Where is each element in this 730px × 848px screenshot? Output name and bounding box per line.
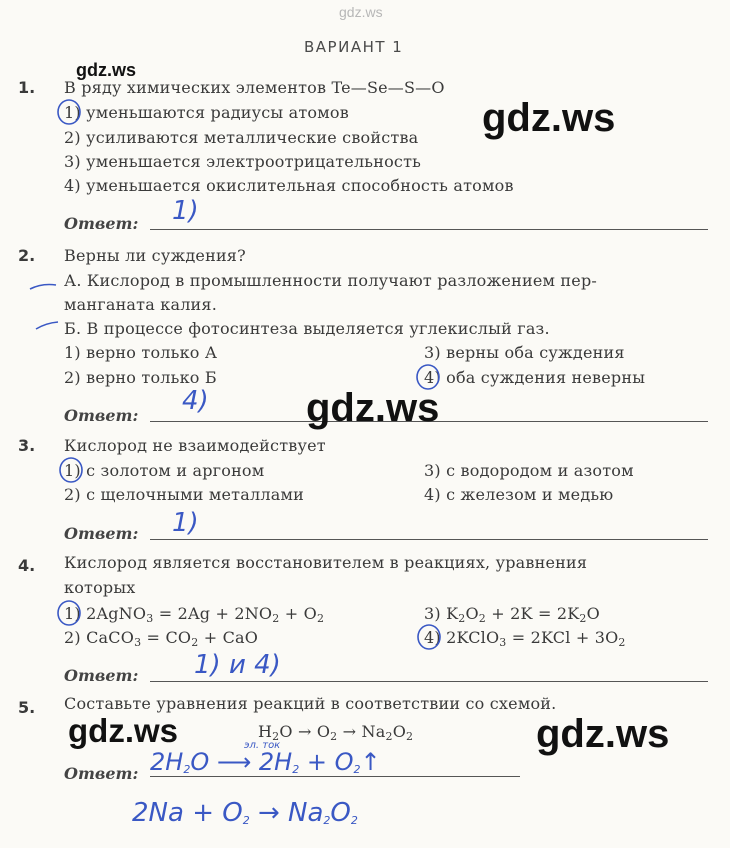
q5-scheme: $H_2O \to O_2 \to Na_2O_2$ bbox=[258, 722, 414, 743]
watermark-small: gdz.ws bbox=[76, 60, 137, 80]
q2-handwritten-answer: 4) bbox=[182, 386, 209, 416]
question-4-text-line1: Кислород является восстановителем в реакциях, уравнения bbox=[64, 553, 588, 572]
q2-statement-a-line2: манганата калия. bbox=[64, 295, 217, 314]
q2-statement-b: Б. В процессе фотосинтеза выделяется углекислый газ. bbox=[64, 319, 550, 338]
question-5-text: Составьте уравнения реакций в соответствии со схемой. bbox=[64, 694, 557, 713]
question-2-text: Верны ли суждения? bbox=[64, 246, 246, 265]
q3-handwritten-answer: 1) bbox=[172, 508, 199, 538]
watermark-top: gdz.ws bbox=[339, 4, 383, 20]
q1-option-3: 3) уменьшается электроотрицательность bbox=[64, 152, 422, 171]
q3-answer-line bbox=[150, 539, 708, 540]
watermark-1: gdz.ws bbox=[482, 96, 616, 140]
q3-option-1: 1) с золотом и аргоном bbox=[64, 461, 265, 480]
question-2-number: 2. bbox=[18, 246, 36, 265]
q1-option-1: 1) уменьшаются радиусы атомов bbox=[64, 103, 349, 122]
q2-option-1: 1) верно только А bbox=[64, 343, 218, 362]
q3-option-3: 3) с водородом и азотом bbox=[424, 461, 634, 480]
question-1-number: 1. bbox=[18, 78, 36, 97]
q1-option-2: 2) усиливаются металлические свойства bbox=[64, 128, 419, 147]
q2-option-3: 3) верны оба суждения bbox=[424, 343, 625, 362]
q2-statement-a-line1: А. Кислород в промышленности получают разложением пер- bbox=[64, 271, 598, 290]
q4-option-2: 2) CaCO$_3$ = $CO_2$ + CaO bbox=[64, 628, 259, 649]
question-4-number: 4. bbox=[18, 556, 36, 575]
watermark-3: gdz.ws bbox=[68, 712, 179, 749]
dash-statement-a bbox=[30, 285, 56, 290]
question-3-text: Кислород не взаимодействует bbox=[64, 436, 326, 455]
q3-option-2: 2) с щелочными металлами bbox=[64, 485, 304, 504]
q4-option-4: 4) 2KClO$_3$ = $2KCl + 3O_2$ bbox=[424, 628, 626, 649]
variant-title: ВАРИАНТ 1 bbox=[304, 38, 404, 56]
question-4-text-line2: которых bbox=[64, 578, 136, 597]
q5-answer-line bbox=[150, 776, 520, 777]
q5-handwritten-arrow-label: эл. ток bbox=[244, 740, 281, 751]
watermark-2: gdz.ws bbox=[306, 386, 440, 430]
q4-option-1: 1) 2AgNO$_3$ = $2Ag + 2NO_2 + O_2$ bbox=[64, 604, 325, 625]
question-5-number: 5. bbox=[18, 698, 36, 717]
q4-answer-label: Ответ: bbox=[64, 666, 139, 685]
q3-answer-label: Ответ: bbox=[64, 524, 139, 543]
q5-answer-label: Ответ: bbox=[64, 764, 139, 783]
q1-handwritten-answer: 1) bbox=[172, 196, 199, 226]
q2-answer-label: Ответ: bbox=[64, 406, 139, 425]
q4-option-3: 3) $K_2O_2 + 2K = 2K_2O$ bbox=[424, 604, 600, 625]
q1-answer-line bbox=[150, 229, 708, 230]
q1-option-4: 4) уменьшается окислительная способность атомов bbox=[64, 176, 514, 195]
dash-statement-b bbox=[36, 322, 58, 329]
q4-answer-line bbox=[150, 681, 708, 682]
q5-handwritten-eq2: $2Na + O_2 \to Na_2O_2$ bbox=[132, 798, 358, 828]
watermark-4: gdz.ws bbox=[536, 712, 670, 756]
q1-answer-label: Ответ: bbox=[64, 214, 139, 233]
question-1-text: В ряду химических элементов Te—Se—S—O bbox=[64, 78, 445, 97]
q5-handwritten-eq1: $2H_2O$ ⟶ $2H_2$ + $O_2↑$ bbox=[150, 748, 381, 776]
q4-handwritten-answer: 1) и 4) bbox=[194, 650, 281, 680]
q3-option-4: 4) с железом и медью bbox=[424, 485, 614, 504]
question-3-number: 3. bbox=[18, 436, 36, 455]
q2-option-4: 4) оба суждения неверны bbox=[424, 368, 646, 387]
q2-option-2: 2) верно только Б bbox=[64, 368, 217, 387]
